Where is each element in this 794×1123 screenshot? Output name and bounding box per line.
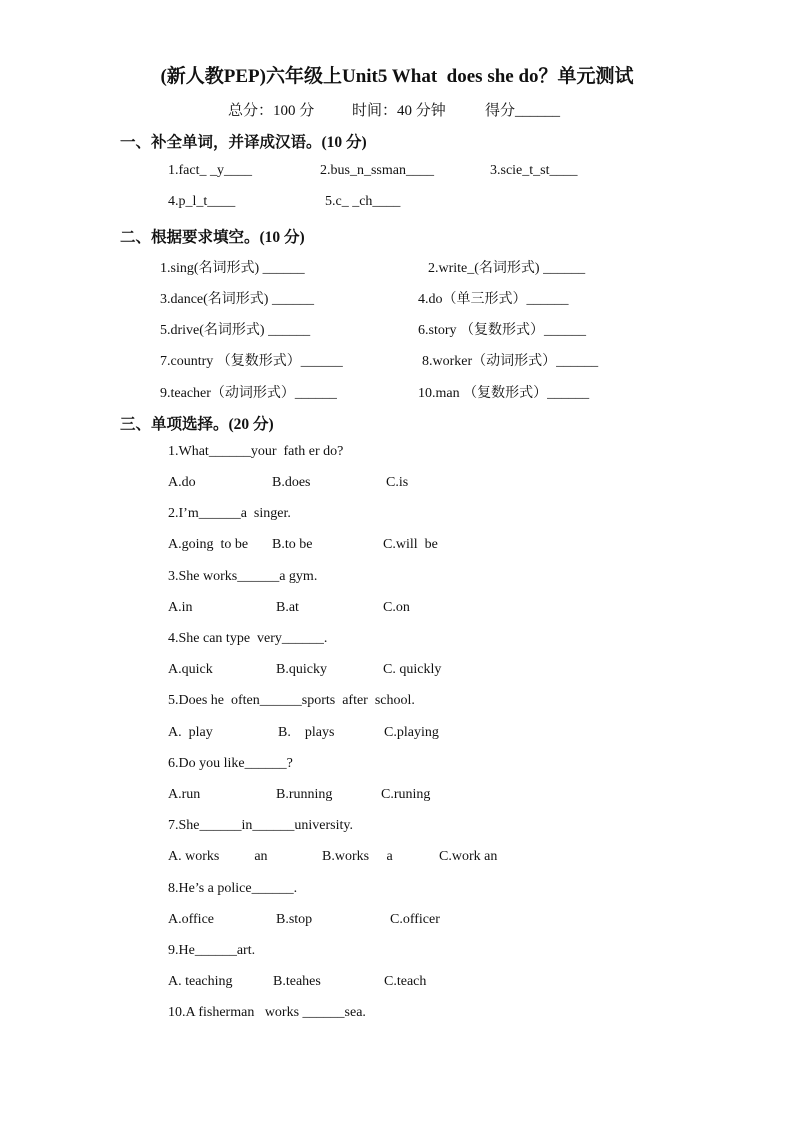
option-a: A.in xyxy=(168,600,193,615)
option-b: B.to be xyxy=(272,537,313,552)
option-a: A. play xyxy=(168,725,213,740)
option-b: B.works a xyxy=(322,849,393,864)
s2-item: 10.man （复数形式）______ xyxy=(418,386,590,401)
option-a: A.going to be xyxy=(168,537,249,552)
option-b: B.does xyxy=(272,475,311,490)
option-b: B.at xyxy=(276,600,299,615)
section-3-heading: 三、单项选择。(20 分) xyxy=(120,416,274,433)
s1-item: 3.scie_t_st____ xyxy=(490,163,578,178)
option-c: C.teach xyxy=(384,974,427,989)
option-a: A.run xyxy=(168,787,201,802)
s2-item: 6.story （复数形式）______ xyxy=(418,323,586,338)
s2-item: 9.teacher（动词形式）______ xyxy=(160,386,337,401)
s2-item: 4.do（单三形式）______ xyxy=(418,292,569,307)
question-text: 3.She works______a gym. xyxy=(168,569,318,584)
question-text: 2.I’m______a singer. xyxy=(168,506,291,521)
s2-item: 3.dance(名词形式) ______ xyxy=(160,292,314,307)
s1-item: 2.bus_n_ssman____ xyxy=(320,163,434,178)
option-b: B.quicky xyxy=(276,662,327,677)
section-1-heading: 一、补全单词，并译成汉语。(10 分) xyxy=(120,134,367,151)
option-c: C. quickly xyxy=(383,662,442,677)
option-a: A.do xyxy=(168,475,196,490)
time-limit: 时间：40 分钟 xyxy=(352,103,446,119)
option-a: A. works an xyxy=(168,849,268,864)
option-b: B. plays xyxy=(278,725,335,740)
question-text: 7.She______in______university. xyxy=(168,818,353,833)
option-c: C.on xyxy=(383,600,410,615)
total-score: 总分：100 分 xyxy=(228,103,315,119)
s1-item: 5.c_ _ch____ xyxy=(325,194,401,209)
option-c: C.work an xyxy=(439,849,498,864)
s2-item: 5.drive(名词形式) ______ xyxy=(160,323,311,338)
question-text: 10.A fisherman works ______sea. xyxy=(168,1005,366,1020)
question-text: 9.He______art. xyxy=(168,943,256,958)
question-text: 6.Do you like______? xyxy=(168,756,293,771)
section-2-heading: 二、根据要求填空。(10 分) xyxy=(120,229,305,246)
s1-item: 4.p_l_t____ xyxy=(168,194,236,209)
option-a: A.quick xyxy=(168,662,213,677)
s1-item: 1.fact_ _y____ xyxy=(168,163,252,178)
option-a: A. teaching xyxy=(168,974,233,989)
question-text: 5.Does he often______sports after school. xyxy=(168,693,415,708)
option-c: C.playing xyxy=(384,725,439,740)
option-b: B.teahes xyxy=(273,974,321,989)
option-b: B.stop xyxy=(276,912,313,927)
option-c: C.officer xyxy=(390,912,440,927)
page-title: (新人教PEP)六年级上Unit5 What does she do？单元测试 xyxy=(160,66,634,87)
question-text: 8.He’s a police______. xyxy=(168,881,298,896)
s2-item: 1.sing(名词形式) ______ xyxy=(160,261,305,276)
option-c: C.will be xyxy=(383,537,438,552)
s2-item: 8.worker（动词形式）______ xyxy=(422,354,599,369)
option-c: C.is xyxy=(386,475,409,490)
option-c: C.runing xyxy=(381,787,431,802)
question-text: 1.What______your fath er do? xyxy=(168,444,344,459)
option-b: B.running xyxy=(276,787,333,802)
question-text: 4.She can type very______. xyxy=(168,631,328,646)
s2-item: 7.country （复数形式）______ xyxy=(160,354,343,369)
option-a: A.office xyxy=(168,912,214,927)
s2-item: 2.write_(名词形式) ______ xyxy=(428,261,586,276)
score-field: 得分______ xyxy=(485,103,561,119)
